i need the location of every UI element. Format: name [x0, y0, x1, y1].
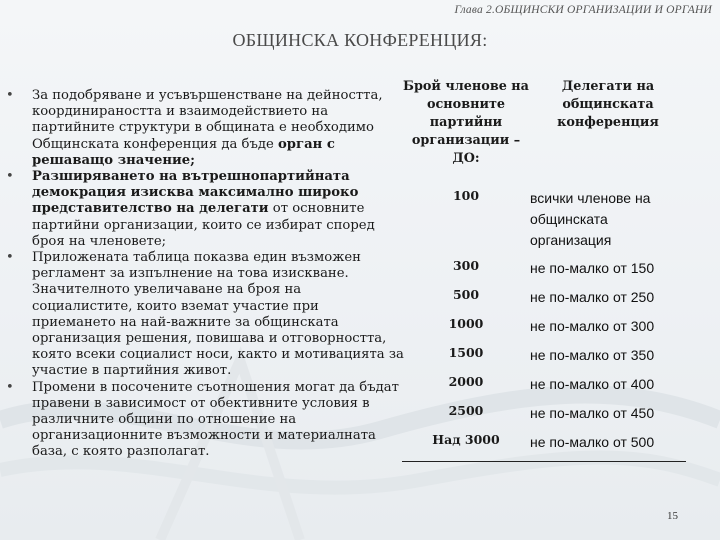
- bullet-item: [6, 380, 404, 461]
- header-members: Брой членове на основните партийни организации – ДО:: [403, 79, 529, 166]
- members-cell: 100: [452, 188, 480, 203]
- delegates-cell: всички членове на общинската организация: [530, 190, 651, 248]
- delegates-cell: не по-малко от 250: [530, 289, 655, 305]
- bullet-icon: •: [6, 88, 14, 103]
- bullet-icon: •: [6, 379, 14, 395]
- bullet-item: [6, 88, 404, 169]
- delegates-cell: не по-малко от 350: [530, 347, 655, 363]
- page-number: 15: [667, 510, 678, 522]
- bullet-icon: •: [6, 250, 14, 266]
- delegates-cell: не по-малко от 500: [530, 434, 655, 450]
- table-row: [402, 258, 686, 287]
- bullet-item: [6, 169, 404, 250]
- table-header-row: [402, 78, 686, 188]
- members-cell: 1000: [448, 316, 484, 331]
- members-cell: Над 3000: [432, 432, 500, 447]
- table-row: [402, 287, 686, 316]
- bullet-icon: •: [6, 169, 14, 185]
- table-row: [402, 316, 686, 345]
- bullet-text: За подобряване и усъвършенстване на дейността, координираността и взаимодействието на партийните структури в общината е необходимо Общинската конференция да бъде: [32, 88, 383, 152]
- delegates-cell: не по-малко от 450: [530, 405, 655, 421]
- delegates-cell: не по-малко от 300: [530, 318, 655, 334]
- bullet-text: Промени в посочените съотношения могат да бъдат правени в зависимост от обективните условия в различните общини по отношение на организационните възможности и материалната база, с която разполагат.: [32, 379, 399, 460]
- members-cell: 2000: [448, 374, 484, 389]
- table-row: [402, 403, 686, 432]
- table-row: [402, 432, 686, 462]
- table-row: [402, 374, 686, 403]
- bullet-text-bold: Разширяването на вътрешнопартийната демокрация изисква максимално широко представителство на делегати: [32, 169, 359, 217]
- delegates-table: [402, 78, 686, 462]
- members-cell: 1500: [448, 345, 484, 360]
- bullet-text: Приложената таблица показва един възможен регламент за изпълнение на това изискване. Значителното увеличаване на броя на социалистите, които вземат участие при приемането на най-важните за общинската организация решения, повишава и отговорността, която всеки социалист носи, както и мотивацията за участие в партийния живот.: [32, 250, 404, 379]
- bullet-list: [6, 88, 404, 461]
- page-title: ОБЩИНСКА КОНФЕРЕНЦИЯ:: [232, 30, 488, 50]
- chapter-heading: Глава 2.ОБЩИНСКИ ОРГАНИЗАЦИИ И ОРГАНИ: [454, 4, 712, 16]
- header-delegates: Делегати на общинската конференция: [557, 79, 659, 130]
- bullet-text: от основните партийни организации, които се избират според броя на членовете;: [32, 201, 375, 249]
- members-cell: 2500: [448, 403, 484, 418]
- bullet-item: [6, 250, 404, 380]
- members-cell: 300: [452, 258, 480, 273]
- table-row: [402, 345, 686, 374]
- delegates-cell: не по-малко от 400: [530, 376, 655, 392]
- bullet-text-bold: орган с решаващо значение;: [32, 136, 335, 168]
- delegates-cell: не по-малко от 150: [530, 260, 655, 276]
- members-cell: 500: [452, 287, 480, 302]
- table-row: [402, 188, 686, 258]
